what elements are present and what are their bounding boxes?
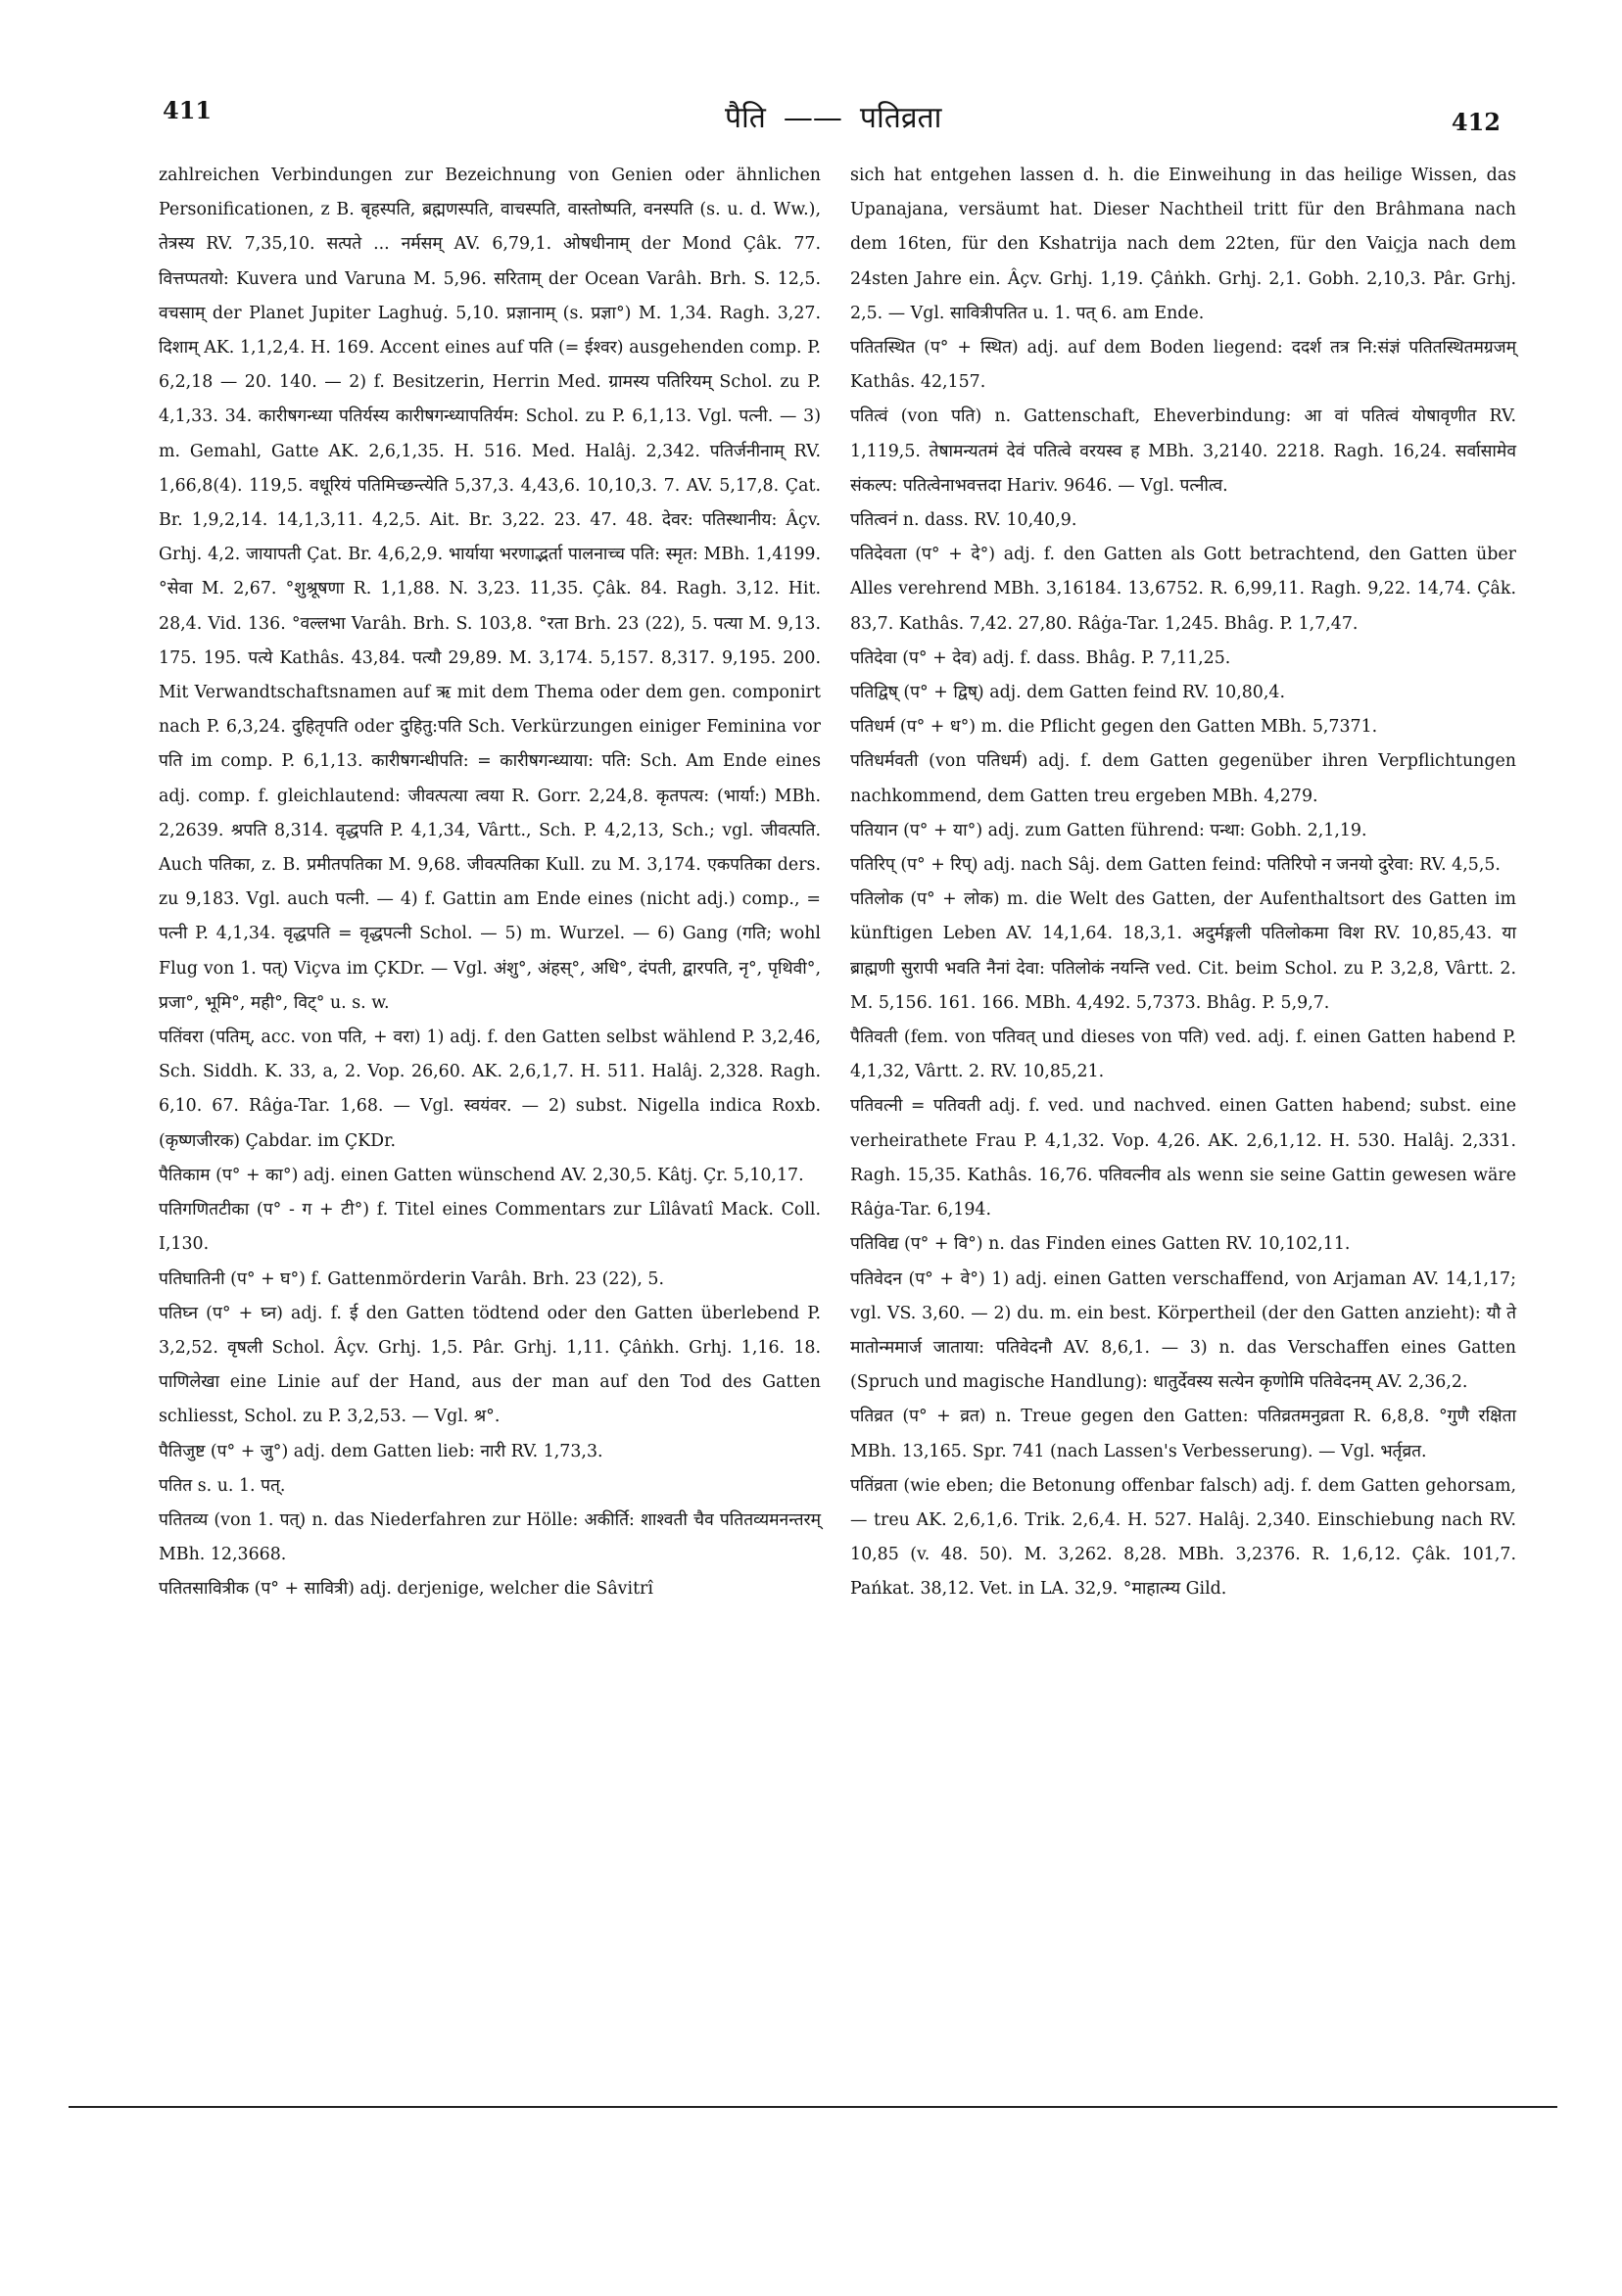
entry-patidevata: पतिदेवता (प° + दे°) adj. f. den Gatten als Gott betrachtend, den Gatten über Alles verehrend MBh. 3,16184. 13,6752. R. 6,99,11. Ragh. 9,22. 14,74. Çâk. 83,7. Kathâs. 7,42. 27,80. Râġa-Tar. 1,245. Bhâg. P. 1,7,47.	[850, 545, 1516, 634]
page-number-left: 411	[163, 96, 213, 124]
entry-patitasavitrika-continued: sich hat entgehen lassen d. h. die Einweihung in das heilige Wissen, das Upanajana, versäumt hat. Dieser Nachtheil tritt für den Brâhmana nach dem 16ten, für den Kshatrija nach dem 22ten, für den Vaiçja nach dem 24sten Jahre ein. Âçv. Grhj. 1,19. Çâṅkh. Grhj. 2,1. Gobh. 2,10,3. Pâr. Grhj. 2,5. — Vgl. सावित्रीपतित u. 1. पत् 6. am Ende.	[850, 166, 1516, 323]
entry-patirip: पतिरिप् (प° + रिप्) adj. nach Sâj. dem Gatten feind: पतिरिपो न जनयो दुरेवा: RV. 4,5,5.	[850, 855, 1501, 876]
entry-patitva: पतित्वं (von पति) n. Gattenschaft, Eheverbindung: आ वां पतित्वं योषावृणीत RV. 1,119,5. तेषामन्यतमं देवं पतित्वे वरयस्व ह MBh. 3,2140. 2218. Ragh. 16,24. सर्वासामेव संकल्प: पतित्वेनाभवत्तदा Hariv. 9646. — Vgl. पत्नीत्व.	[850, 407, 1516, 496]
entry-patiganitatika: पतिगणितटीका (प° - ग + टी°) f. Titel eines Commentars zur Lîlâvatî Mack. Coll. I,130.	[159, 1200, 821, 1255]
page-number-right: 412	[1451, 108, 1501, 136]
entry-patitasavitrika: पतितसावित्रीक (प° + सावित्री) adj. derjenige, welcher die Sâvitrî	[159, 1579, 653, 1600]
left-column	[159, 159, 821, 1607]
right-column	[850, 159, 1516, 1607]
entry-patitasthita: पतितस्थित (प° + स्थित) adj. auf dem Boden liegend: ददर्श तत्र नि:संज्ञं पतितस्थितमग्रजम् Kathâs. 42,157.	[850, 338, 1516, 393]
guide-word-first: पैति	[725, 101, 766, 135]
entry-pativati: पैतिवती (fem. von पतिवत् und dieses von पति) ved. adj. f. einen Gatten habend P. 4,1,32, Vârtt. 2. RV. 10,85,21.	[850, 1028, 1516, 1082]
entry-patiloka: पतिलोक (प° + लोक) m. die Welt des Gatten, der Aufenthaltsort des Gatten im künftigen Leben AV. 14,1,64. 18,3,1. अदुर्मङ्गली पतिलोकमा विश RV. 10,85,43. या ब्राह्मणी सुरापी भवति नैनां देवा: पतिलोकं नयन्ति ved. Cit. beim Schol. zu P. 3,2,8, Vârtt. 2. M. 5,156. 161. 166. MBh. 4,492. 5,7373. Bhâg. P. 5,9,7.	[850, 889, 1516, 1013]
entry-patideva: पतिदेवा (प° + देव) adj. f. dass. Bhâg. P. 7,11,25.	[850, 647, 1231, 668]
entry-pativrata-f: पतिंव्रता (wie eben; die Betonung offenbar falsch) adj. f. dem Gatten gehorsam, — treu AK. 2,6,1,6. Trik. 2,6,4. H. 527. Halâj. 2,340. Einschiebung nach RV. 10,85 (v. 48. 50). M. 3,262. 8,28. MBh. 3,2376. R. 1,6,12. Çâk. 101,7. Pańkat. 38,12. Vet. in LA. 32,9. °माहात्म्य Gild.	[850, 1475, 1516, 1600]
entry-patidvish: पतिद्विष् (प° + द्विष्) adj. dem Gatten feind RV. 10,80,4.	[850, 683, 1285, 703]
entry-pativrata-n: पतिव्रत (प° + व्रत) n. Treue gegen den Gatten: पतिव्रतमनुव्रता R. 6,8,8. °गुणै रक्षिता MBh. 13,165. Spr. 741 (nach Lassen's Verbesserung). — Vgl. भर्तृव्रत.	[850, 1407, 1516, 1461]
entry-patidharma: पतिधर्म (प° + ध°) m. die Pflicht gegen den Gatten MBh. 5,7371.	[850, 717, 1378, 738]
entry-pativatni: पतिवत्नी = पतिवती adj. f. ved. und nachved. einen Gatten habend; subst. eine verheirathete Frau P. 4,1,32. Vop. 4,26. AK. 2,6,1,12. H. 530. Halâj. 2,331. Ragh. 15,35. Kathâs. 16,76. पतिवत्नीव als wenn sie seine Gattin gewesen wäre Râġa-Tar. 6,194.	[850, 1096, 1516, 1220]
running-head	[725, 96, 941, 136]
entry-patividya: पतिविद्य (प° + वि°) n. das Finden eines Gatten RV. 10,102,11.	[850, 1234, 1351, 1255]
entry-patimvara: पतिंवरा (पतिम्, acc. von पति, + वरा) 1) adj. f. den Gatten selbst wählend P. 3,2,46, Sch. Siddh. K. 33, a, 2. Vop. 26,60. AK. 2,6,1,7. H. 511. Halâj. 2,328. Ragh. 6,10. 67. Râġa-Tar. 1,68. — Vgl. स्वयंवर. — 2) subst. Nigella indica Roxb. (कृष्णजीरक) Çabdar. im ÇKDr.	[159, 1028, 821, 1151]
entry-patighna: पतिघ्न (प° + घ्न) adj. f. ई den Gatten tödtend oder den Gatten überlebend P. 3,2,52. वृषली Schol. Âçv. Grhj. 1,5. Pâr. Grhj. 1,11. Çâṅkh. Grhj. 1,16. 18. पाणिलेखा eine Linie auf der Hand, aus der man auf den Tod des Gatten schliesst, Schol. zu P. 3,2,53. — Vgl. श्र°.	[159, 1303, 821, 1427]
bottom-rule	[69, 2106, 1557, 2108]
entry-pati-continued: zahlreichen Verbindungen zur Bezeichnung von Genien oder ähnlichen Personificationen, z B. बृहस्पति, ब्रह्मणस्पति, वाचस्पति, वास्तोष्पति, वनस्पति (s. u. d. Ww.), तेत्रस्य RV. 7,35,10. सत्पते ... नर्मसम् AV. 6,79,1. ओषधीनाम् der Mond Çâk. 77. वित्तप्पतयो: Kuvera und Varuna M. 5,96. सरिताम् der Ocean Varâh. Brh. S. 12,5. वचसाम् der Planet Jupiter Laghuġ. 5,10. प्रज्ञानाम् (s. प्रज्ञा°) M. 1,34. Ragh. 3,27. दिशाम् AK. 1,1,2,4. H. 169. Accent eines auf पति (= ईश्वर) ausgehenden comp. P. 6,2,18 — 20. 140. — 2) f. Besitzerin, Herrin Med. ग्रामस्य पतिरियम् Schol. zu P. 4,1,33. 34. कारीषगन्ध्या पतिर्यस्य कारीषगन्ध्यापतिर्यम: Schol. zu P. 6,1,13. Vgl. पत्नी. — 3) m. Gemahl, Gatte AK. 2,6,1,35. H. 516. Med. Halâj. 2,342. पतिर्जनीनाम् RV. 1,66,8(4). 119,5. वधूरियं पतिमिच्छन्त्येति 5,37,3. 4,43,6. 10,10,3. 7. AV. 5,17,8. Çat. Br. 1,9,2,14. 14,1,3,11. 4,2,5. Ait. Br. 3,22. 23. 47. 48. देवर: पतिस्थानीय: Âçv. Grhj. 4,2. जायापती Çat. Br. 4,6,2,9. भार्याया भरणाद्भर्ता पालनाच्च पति: स्मृत: MBh. 1,4199. °सेवा M. 2,67. °शुश्रूषणा R. 1,1,88. N. 3,23. 11,35. Çâk. 84. Ragh. 3,12. Hit. 28,4. Vid. 136. °वल्लभा Varâh. Brh. S. 103,8. °रता Brh. 23 (22), 5. पत्या M. 9,13. 175. 195. पत्ये Kathâs. 43,84. पत्यौ 29,89. M. 3,174. 5,157. 8,317. 9,195. 200. Mit Verwandtschaftsnamen auf ऋ mit dem Thema oder dem gen. componirt nach P. 6,3,24. दुहितृपति oder दुहितु:पति Sch. Verkürzungen einiger Feminina vor पति im comp. P. 6,1,13. कारीषगन्धीपति: = कारीषगन्ध्याया: पति: Sch. Am Ende eines adj. comp. f. gleichlautend: जीवत्पत्या त्वया R. Gorr. 2,24,8. कृतपत्य: (भार्या:) MBh. 2,2639. श्रपति 8,314. वृद्धपति P. 4,1,34, Vârtt., Sch. P. 4,2,13, Sch.; vgl. जीवत्पति. Auch पतिका, z. B. प्रमीतपतिका M. 9,68. जीवत्पतिका Kull. zu M. 3,174. एकपतिका ders. zu 9,183. Vgl. auch पत्नी. — 4) f. Gattin am Ende eines (nicht adj.) comp., = पत्नी P. 4,1,34. वृद्धपति = वृद्धपत्नी Schol. — 5) m. Wurzel. — 6) Gang (गति; wohl Flug von 1. पत्) Viçva im ÇKDr. — Vgl. अंशु°, अंहस्°, अधि°, दंपती, द्वारपति, नृ°, पृथिवी°, प्रजा°, भूमि°, मही°, विट्° u. s. w.	[159, 166, 821, 1013]
entry-patita: पतित s. u. 1. पत्.	[159, 1475, 286, 1496]
entry-patitavya: पतितव्य (von 1. पत्) n. das Niederfahren zur Hölle: अकीर्ति: शाश्वती चैव पतितव्यमनन्तरम् MBh. 12,3668.	[159, 1509, 821, 1565]
entry-patidharmavati: पतिधर्मवती (von पतिधर्म) adj. f. dem Gatten gegenüber ihren Verpflichtungen nachkommend, dem Gatten treu ergeben MBh. 4,279.	[850, 751, 1516, 806]
entry-patikama: पैतिकाम (प° + का°) adj. einen Gatten wünschend AV. 2,30,5. Kâtj. Çr. 5,10,17.	[159, 1165, 804, 1185]
guide-separator: ——	[783, 101, 842, 135]
page-header	[147, 88, 1508, 147]
guide-word-last: पतिव्रता	[859, 101, 942, 135]
entry-patijushta: पैतिजुष्ट (प° + जु°) adj. dem Gatten lieb: नारी RV. 1,73,3.	[159, 1441, 603, 1461]
entry-patighatini: पतिघातिनी (प° + घ°) f. Gattenmörderin Varâh. Brh. 23 (22), 5.	[159, 1268, 664, 1289]
entry-pativedana: पतिवेदन (प° + वे°) 1) adj. einen Gatten verschaffend, von Arjaman AV. 14,1,17; vgl. VS. 3,60. — 2) du. m. ein best. Körpertheil (der den Gatten anzieht): यौ ते मातोन्ममार्ज जाताया: पतिवेदनौ AV. 8,6,1. — 3) n. das Verschaffen eines Gatten (Spruch und magische Handlung): धातुर्देवस्य सत्येन कृणोमि पतिवेदनम् AV. 2,36,2.	[850, 1268, 1516, 1393]
entry-patitvana: पतित्वनं n. dass. RV. 10,40,9.	[850, 510, 1077, 531]
entry-patiyana: पतियान (प° + या°) adj. zum Gatten führend: पन्था: Gobh. 2,1,19.	[850, 820, 1367, 840]
